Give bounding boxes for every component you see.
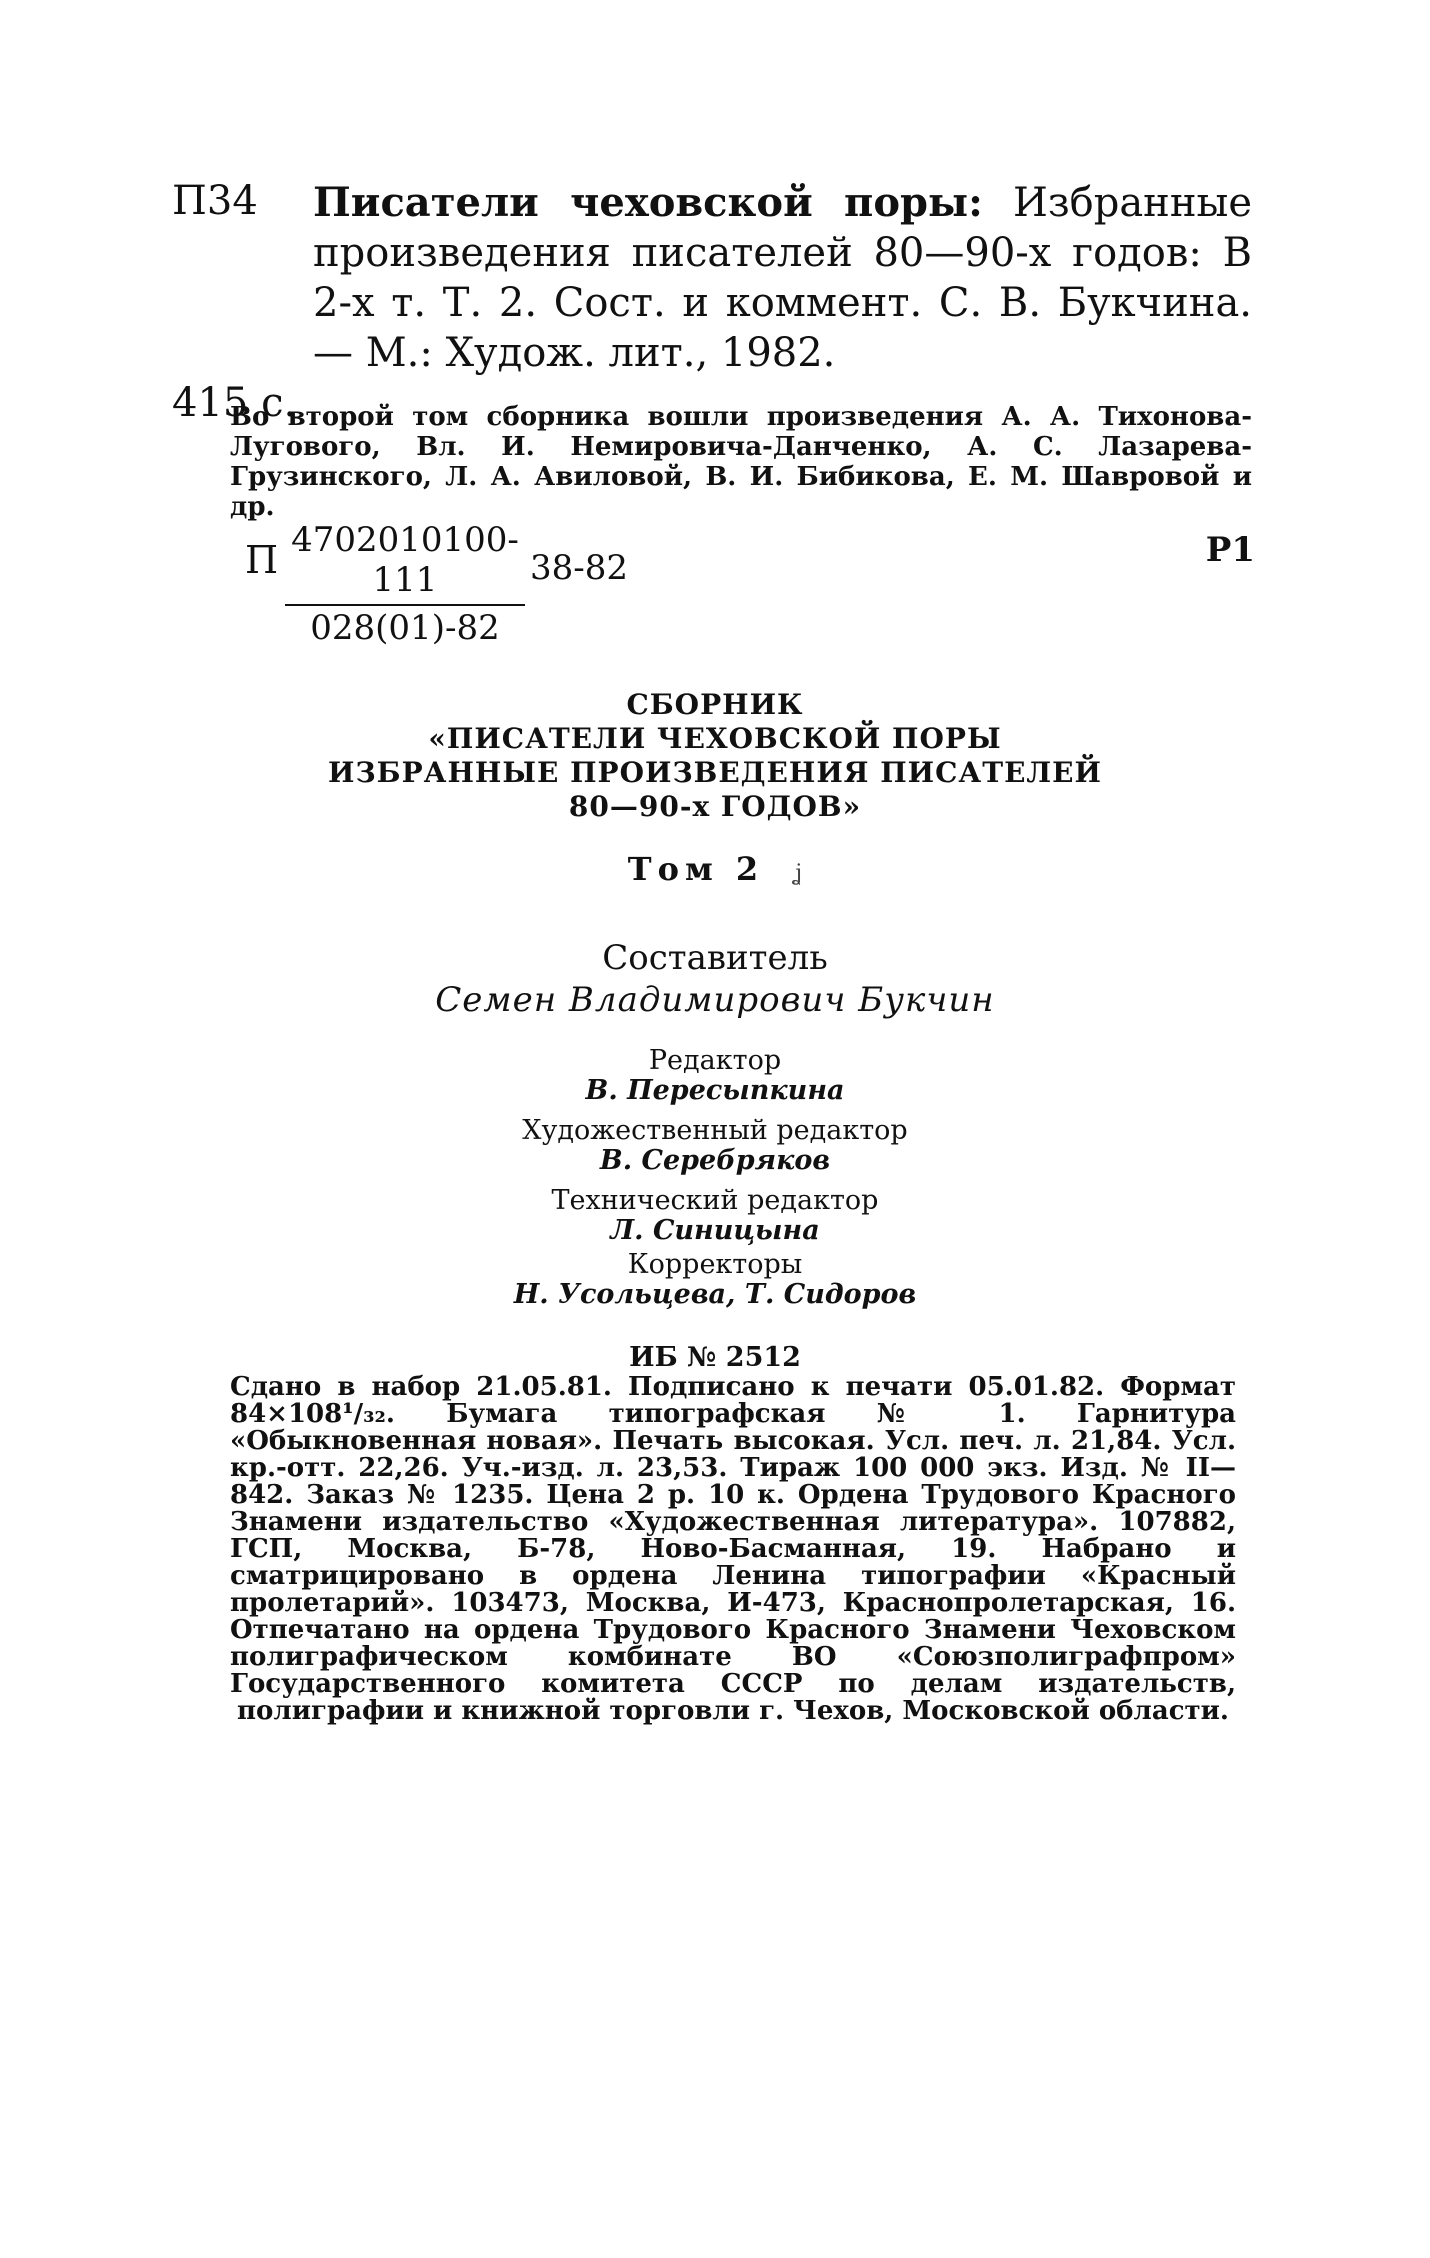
art-editor-name: В. Серебряков [599,1145,831,1176]
index-formula [245,520,1255,648]
catalog-code: П34 [172,178,258,224]
volume-text: Том 2 [627,850,765,888]
editor-name: В. Пересыпкина [585,1075,845,1106]
collection-line-4: 80—90-х ГОДОВ» [568,790,862,823]
bbk-code: Р1 [1205,530,1255,570]
proofreaders-credit [180,1250,1250,1310]
catalog-lead: Писатели чеховской поры: [313,179,983,226]
collection-line-2: «ПИСАТЕЛИ ЧЕХОВСКОЙ ПОРЫ [428,722,1002,755]
compiler-label: Составитель [602,938,828,978]
compiler-name: Семен Владимирович Букчин [435,980,995,1020]
volume-label [180,850,1250,888]
ib-number: ИБ № 2512 [629,1342,801,1373]
index-fraction [285,520,525,648]
tech-editor-name: Л. Синицына [610,1215,820,1246]
art-editor-credit [180,1116,1250,1176]
catalog-body: Избранные произведения писателей 80—90-х годов: В 2-х т. Т. 2. Сост. и коммент. С. В. Букчина.— М.: Худож. лит., 1982. [313,180,1252,376]
proofreaders-names: Н. Усольцева, Т. Сидоров [513,1279,917,1310]
collection-title [180,688,1250,824]
catalog-description [313,178,1252,378]
tech-editor-credit [180,1186,1250,1246]
tech-editor-role: Технический редактор [551,1185,879,1216]
collection-line-3: ИЗБРАННЫЕ ПРОИЗВЕДЕНИЯ ПИСАТЕЛЕЙ [328,756,1102,789]
art-editor-role: Художественный редактор [522,1115,908,1146]
imprint-details: Сдано в набор 21.05.81. Подписано к печати 05.01.82. Формат 84×108¹/₃₂. Бумага типографская № 1. Гарнитура «Обыкновенная новая». Печать высокая. Усл. печ. л. 21,84. Усл. кр.-отт. 22,26. Уч.-изд. л. 23,53. Тираж 100 000 экз. Изд. № II—842. Заказ № 1235. Цена 2 р. 10 к. Ордена Трудового Красного Знамени издательство «Художественная литература». 107882, ГСП, Москва, Б-78, Ново-Басманная, 19. Набрано и сматрицировано в ордена Ленина типографии «Красный пролетарий». 103473, Москва, И-473, Краснопролетарская, 16. Отпечатано на ордена Трудового Красного Знамени Чеховском полиграфическом комбинате ВО «Союзполиграфпром» Государственного комитета СССР по делам издательств, полиграфии и книжной торговли г. Чехов, Московской области. [230,1372,1236,1726]
collection-line-1: СБОРНИК [626,688,804,721]
editor-credit [180,1046,1250,1106]
editor-role: Редактор [648,1045,782,1076]
index-suffix: 38-82 [530,548,629,588]
stray-mark: ʝ [794,861,803,886]
proofreaders-role: Корректоры [627,1249,803,1280]
catalog-pages: 415 с. [172,380,297,426]
annotation: Во второй том сборника вошли произведения А. А. Тихонова-Лугового, Вл. И. Немировича-Данченко, А. С. Лазарева-Грузинского, Л. А. Авиловой, В. И. Бибикова, Е. М. Шавровой и др. [230,402,1252,522]
index-letter: П [245,538,279,582]
index-numerator: 4702010100-111 [285,520,525,606]
catalog-entry [172,178,1252,428]
index-denominator: 028(01)-82 [310,608,500,648]
